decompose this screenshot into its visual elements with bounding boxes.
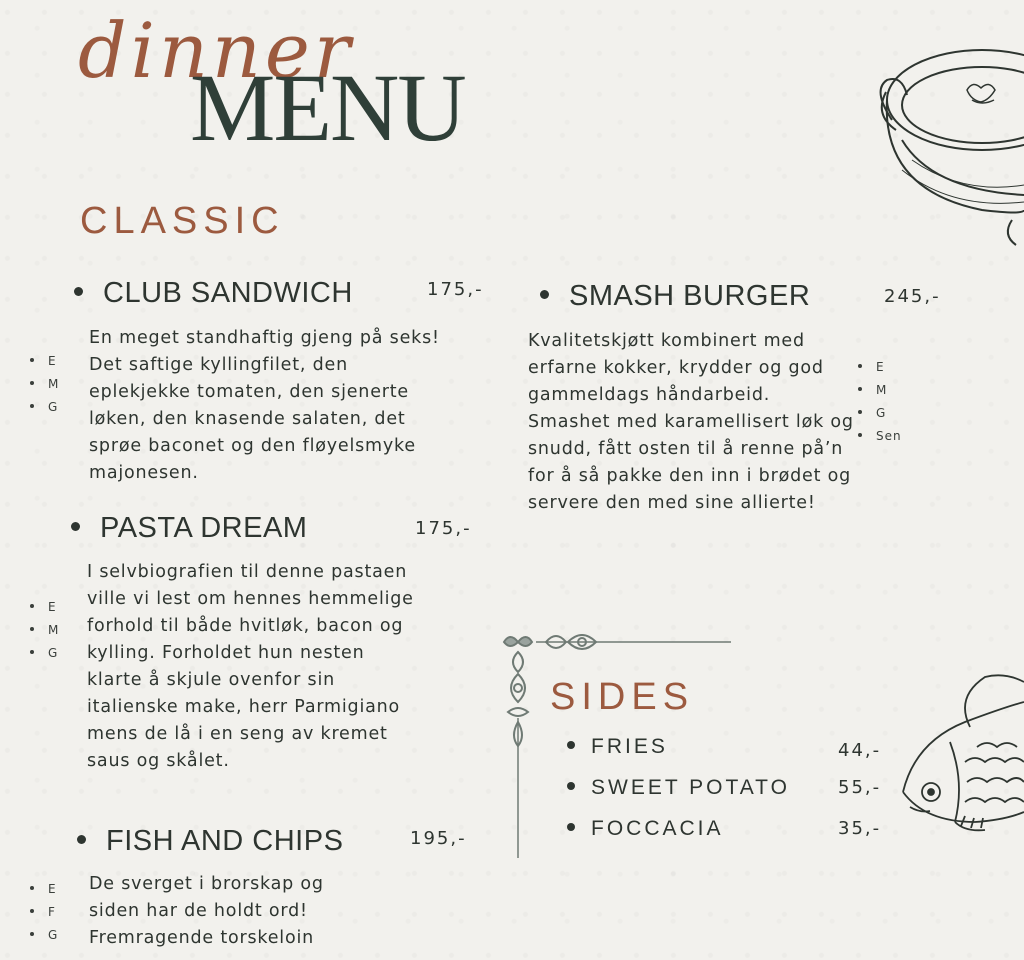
dish-bullet bbox=[71, 522, 80, 531]
price-pasta-dream: 175,- bbox=[415, 518, 472, 539]
menu-title: MENU bbox=[190, 54, 465, 161]
price-smash-burger: 245,- bbox=[884, 286, 941, 307]
dish-name: FISH AND CHIPS bbox=[106, 825, 344, 857]
allergen-tag: Sen bbox=[858, 425, 902, 448]
classic-section-title: CLASSIC bbox=[80, 200, 285, 242]
allergen-tag: M bbox=[858, 379, 902, 402]
dish-bullet bbox=[77, 835, 86, 844]
side-bullet bbox=[567, 741, 575, 749]
side-bullet bbox=[567, 823, 575, 831]
allergen-tag: G bbox=[30, 924, 58, 947]
allergen-tag: M bbox=[30, 619, 59, 642]
allergens-club-sandwich bbox=[30, 350, 59, 419]
allergen-tag: F bbox=[30, 901, 58, 924]
price-foccacia: 35,- bbox=[838, 818, 882, 839]
dish-name: PASTA DREAM bbox=[100, 512, 308, 544]
description-fish-and-chips: De sverget i brorskap og siden har de holdt ord! Fremragende torskeloin bbox=[89, 874, 324, 948]
side-name: SWEET POTATO bbox=[591, 776, 790, 799]
side-sweet-potato bbox=[567, 776, 790, 800]
dish-club-sandwich bbox=[74, 277, 353, 310]
allergen-tag: M bbox=[30, 373, 59, 396]
price-club-sandwich: 175,- bbox=[427, 279, 484, 300]
side-name: FOCCACIA bbox=[591, 817, 724, 840]
side-name: FRIES bbox=[591, 735, 668, 758]
dish-fish-and-chips bbox=[77, 825, 343, 858]
allergen-tag: G bbox=[30, 642, 59, 665]
description-smash-burger: Kvalitetskjøtt kombinert med erfarne kokker, krydder og god gammeldags håndarbeid. Smashet med karamellisert løk og snudd, fått osten til å renne på’n for å så pakke den inn i brødet og servere den med sine allierte! bbox=[528, 331, 854, 513]
description-club-sandwich: En meget standhaftig gjeng på seks! Det saftige kyllingfilet, den eplekjekke tomaten, den sjenerte løken, den knasende salaten, det sprøe baconet og den fløyelsmyke majonesen. bbox=[89, 328, 440, 483]
allergens-fish-and-chips bbox=[30, 878, 58, 947]
dish-bullet bbox=[540, 290, 549, 299]
dish-bullet bbox=[74, 287, 83, 296]
allergen-tag: E bbox=[30, 350, 59, 373]
allergen-tag: G bbox=[30, 396, 59, 419]
dish-name: CLUB SANDWICH bbox=[103, 277, 353, 309]
side-foccacia bbox=[567, 817, 724, 841]
price-fish-and-chips: 195,- bbox=[410, 828, 467, 849]
price-sweet-potato: 55,- bbox=[838, 777, 882, 798]
allergens-smash-burger bbox=[858, 356, 902, 448]
fish-illustration bbox=[895, 672, 1024, 832]
description-pasta-dream: I selvbiografien til denne pastaen ville vi lest om hennes hemmelige forhold til både hvitløk, bacon og kylling. Forholdet hun nesten klarte å skjule ovenfor sin italienske make, herr Parmigiano mens de lå i en seng av kremet saus og skålet. bbox=[87, 562, 414, 771]
side-fries bbox=[567, 735, 668, 759]
dish-name: SMASH BURGER bbox=[569, 280, 811, 312]
price-fries: 44,- bbox=[838, 740, 882, 761]
dish-smash-burger bbox=[540, 280, 810, 313]
side-bullet bbox=[567, 782, 575, 790]
allergen-tag: E bbox=[30, 596, 59, 619]
allergen-tag: E bbox=[30, 878, 58, 901]
allergen-tag: G bbox=[858, 402, 902, 425]
dish-pasta-dream bbox=[71, 512, 307, 545]
allergens-pasta-dream bbox=[30, 596, 59, 665]
dinner-script-heading: dinner bbox=[78, 6, 355, 95]
sides-section-title: SIDES bbox=[550, 676, 695, 718]
allergen-tag: E bbox=[858, 356, 902, 379]
soup-bowl-illustration bbox=[872, 20, 1024, 250]
